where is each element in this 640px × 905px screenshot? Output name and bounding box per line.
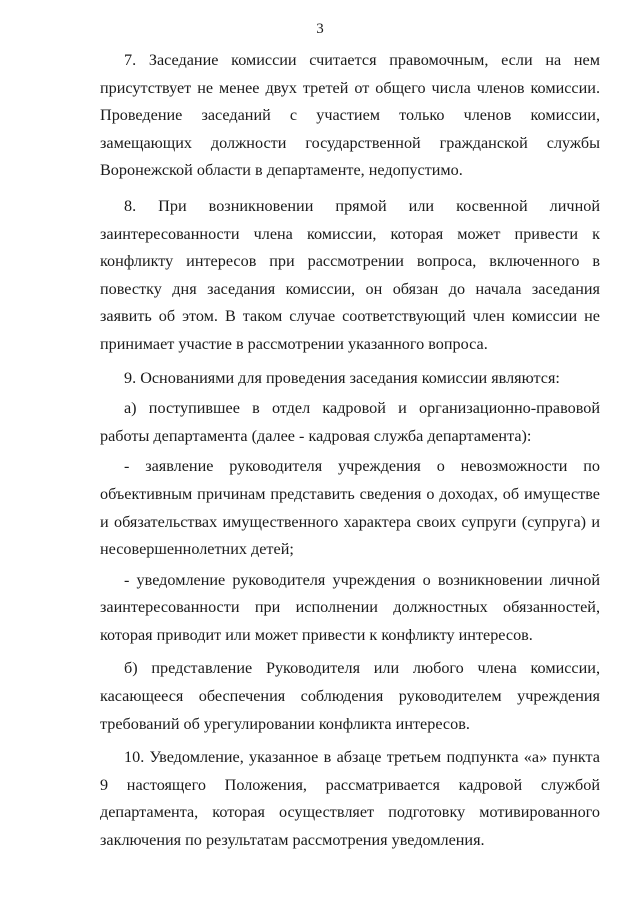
- paragraph-9b: б) представление Руководителя или любого члена комиссии, касающееся обеспечения соблюдения руководителем учреждения требований об урегулировании конфликта интересов.: [100, 659, 600, 733]
- paragraph-7: 7. Заседание комиссии считается правомочным, если на нем присутствует не менее двух третей от общего числа членов комиссии. Проведение заседаний с участием только членов комиссии, замещающих должности государственной гражданской службы Воронежской области в департаменте, недопустимо.: [100, 51, 600, 180]
- paragraph-9a-item-2: - уведомление руководителя учреждения о возникновении личной заинтересованности при исполнении должностных обязанностей, которая приводит или может привести к конфликту интересов.: [100, 570, 600, 644]
- paragraph-10: 10. Уведомление, указанное в абзаце третьем подпункта «а» пункта 9 настоящего Положения, рассматривается кадровой службой департамента, которая осуществляет подготовку мотивированного заключения по результатам рассмотрения уведомления.: [100, 748, 600, 850]
- document-body: [100, 47, 600, 855]
- paragraph-9a: а) поступившее в отдел кадровой и организационно-правовой работы департамента (далее - кадровая служба департамента):: [100, 399, 600, 445]
- page-number: 3: [316, 21, 324, 37]
- paragraph-9: 9. Основаниями для проведения заседания комиссии являются:: [124, 368, 560, 387]
- paragraph-8: 8. При возникновении прямой или косвенной личной заинтересованности члена комиссии, которая может привести к конфликту интересов при рассмотрении вопроса, включенного в повестку дня заседания комиссии, он обязан до начала заседания заявить об этом. В таком случае соответствующий член комиссии не принимает участие в рассмотрении указанного вопроса.: [100, 196, 600, 353]
- paragraph-9a-item-1: - заявление руководителя учреждения о невозможности по объективным причинам представить сведения о доходах, об имуществе и обязательствах имущественного характера своих супруги (супруга) и несовершеннолетних детей;: [100, 457, 600, 559]
